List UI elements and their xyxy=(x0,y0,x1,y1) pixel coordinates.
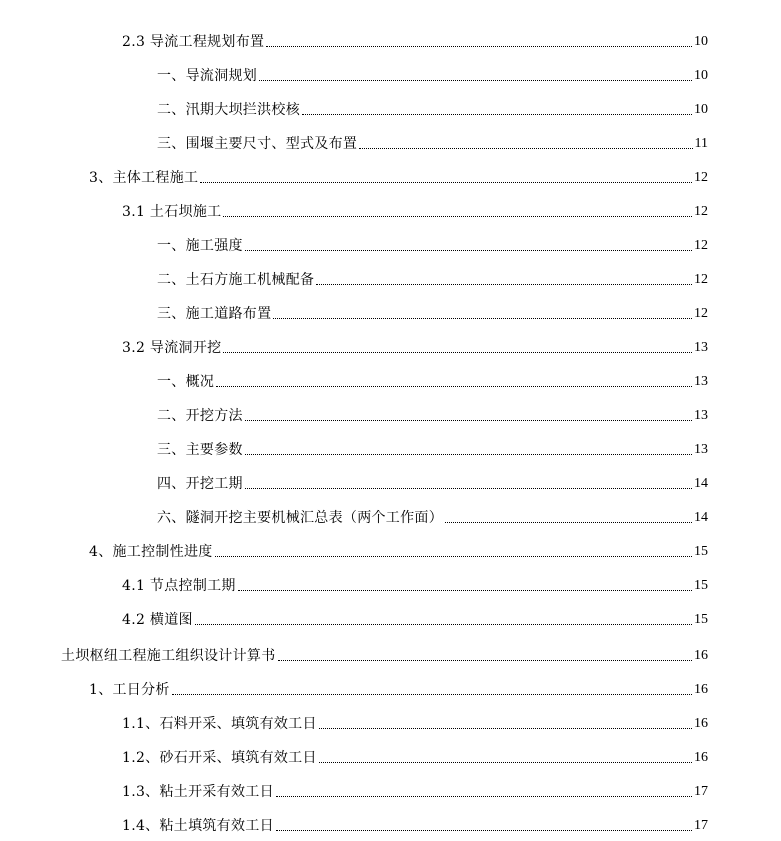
toc-dot-leader xyxy=(276,796,692,797)
toc-entry[interactable] xyxy=(122,31,708,51)
toc-page-number: 10 xyxy=(694,68,708,83)
toc-entry-title: 1.4、粘土填筑有效工日 xyxy=(122,818,274,834)
toc-entry-title: 4、施工控制性进度 xyxy=(89,544,213,560)
toc-dot-leader xyxy=(216,386,692,387)
toc-entry[interactable] xyxy=(157,133,708,153)
toc-entry[interactable] xyxy=(157,99,708,119)
toc-entry-title: 3.1 土石坝施工 xyxy=(122,204,222,220)
toc-dot-leader xyxy=(319,762,692,763)
toc-page-number: 12 xyxy=(694,170,708,185)
toc-entry-title: 3、主体工程施工 xyxy=(89,170,199,186)
toc-entry-title: 三、主要参数 xyxy=(157,442,243,458)
toc-entry-title: 三、围堰主要尺寸、型式及布置 xyxy=(157,136,358,152)
toc-page-number: 13 xyxy=(694,442,708,457)
toc-entry[interactable] xyxy=(157,473,708,493)
toc-dot-leader xyxy=(302,114,692,115)
toc-entry-title: 一、导流洞规划 xyxy=(157,68,258,84)
toc-entry-title: 二、土石方施工机械配备 xyxy=(157,272,315,288)
toc-entry[interactable] xyxy=(89,167,708,187)
toc-entry[interactable] xyxy=(157,303,708,323)
toc-entry[interactable] xyxy=(157,269,708,289)
toc-page-number: 16 xyxy=(694,716,708,731)
toc-entry[interactable] xyxy=(157,235,708,255)
toc-dot-leader xyxy=(278,660,693,661)
toc-entry-title: 一、施工强度 xyxy=(157,238,243,254)
toc-dot-leader xyxy=(223,352,692,353)
toc-dot-leader xyxy=(195,624,692,625)
toc-entry[interactable] xyxy=(61,645,708,665)
toc-dot-leader xyxy=(200,182,692,183)
toc-page-number: 12 xyxy=(694,306,708,321)
toc-page-number: 13 xyxy=(694,374,708,389)
toc-entry[interactable] xyxy=(122,815,708,835)
toc-entry-title: 1.3、粘土开采有效工日 xyxy=(122,784,274,800)
toc-entry-title: 2.3 导流工程规划布置 xyxy=(122,34,265,50)
toc-entry-title: 一、概况 xyxy=(157,374,215,390)
toc-page-number: 15 xyxy=(694,612,708,627)
toc-entry-title: 三、施工道路布置 xyxy=(157,306,272,322)
toc-dot-leader xyxy=(245,250,692,251)
toc-page-number: 17 xyxy=(694,818,708,833)
toc-dot-leader xyxy=(445,522,692,523)
toc-page-number: 15 xyxy=(694,578,708,593)
toc-page-number: 11 xyxy=(694,136,708,151)
toc-dot-leader xyxy=(273,318,692,319)
toc-page-number: 13 xyxy=(694,340,708,355)
toc-page-number: 16 xyxy=(694,750,708,765)
toc-entry-title: 四、开挖工期 xyxy=(157,476,243,492)
toc-dot-leader xyxy=(245,454,692,455)
toc-dot-leader xyxy=(319,728,692,729)
toc-entry-title: 4.1 节点控制工期 xyxy=(122,578,236,594)
toc-entry-title: 1、工日分析 xyxy=(89,682,170,698)
toc-entry[interactable] xyxy=(122,201,708,221)
toc-page-number: 12 xyxy=(694,204,708,219)
toc-entry[interactable] xyxy=(122,781,708,801)
toc-entry[interactable] xyxy=(89,679,708,699)
toc-entry-title: 1.2、砂石开采、填筑有效工日 xyxy=(122,750,317,766)
toc-entry[interactable] xyxy=(157,507,708,527)
toc-page-number: 10 xyxy=(694,34,708,49)
toc-dot-leader xyxy=(245,488,692,489)
toc-dot-leader xyxy=(259,80,692,81)
toc-page-number: 16 xyxy=(694,648,708,663)
toc-entry[interactable] xyxy=(157,65,708,85)
toc-entry-title: 二、开挖方法 xyxy=(157,408,243,424)
toc-page-number: 14 xyxy=(694,476,708,491)
toc-entry-title: 六、隧洞开挖主要机械汇总表（两个工作面） xyxy=(157,510,443,526)
toc-entry-title: 3.2 导流洞开挖 xyxy=(122,340,222,356)
toc-entry[interactable] xyxy=(122,747,708,767)
toc-page-number: 17 xyxy=(694,784,708,799)
toc-dot-leader xyxy=(316,284,692,285)
toc-entry[interactable] xyxy=(157,439,708,459)
toc-entry[interactable] xyxy=(122,575,708,595)
toc-dot-leader xyxy=(215,556,692,557)
toc-entry[interactable] xyxy=(157,371,708,391)
toc-entry[interactable] xyxy=(157,405,708,425)
toc-dot-leader xyxy=(172,694,692,695)
toc-page-number: 13 xyxy=(694,408,708,423)
toc-page-number: 12 xyxy=(694,272,708,287)
toc-dot-leader xyxy=(266,46,692,47)
toc-dot-leader xyxy=(245,420,692,421)
toc-entry-title: 4.2 横道图 xyxy=(122,612,193,628)
toc-entry-title: 土坝枢纽工程施工组织设计计算书 xyxy=(61,648,276,664)
toc-dot-leader xyxy=(223,216,692,217)
toc-entry[interactable] xyxy=(89,541,708,561)
toc-page-number: 15 xyxy=(694,544,708,559)
toc-page-number: 10 xyxy=(694,102,708,117)
toc-entry[interactable] xyxy=(122,337,708,357)
toc-page-number: 16 xyxy=(694,682,708,697)
toc-entry[interactable] xyxy=(122,609,708,629)
toc-dot-leader xyxy=(359,148,692,149)
toc-entry-title: 1.1、石料开采、填筑有效工日 xyxy=(122,716,317,732)
toc-dot-leader xyxy=(238,590,692,591)
toc-entry-title: 二、汛期大坝拦洪校核 xyxy=(157,102,300,118)
toc-page-number: 14 xyxy=(694,510,708,525)
toc-entry[interactable] xyxy=(122,713,708,733)
toc-page-number: 12 xyxy=(694,238,708,253)
toc-dot-leader xyxy=(276,830,692,831)
